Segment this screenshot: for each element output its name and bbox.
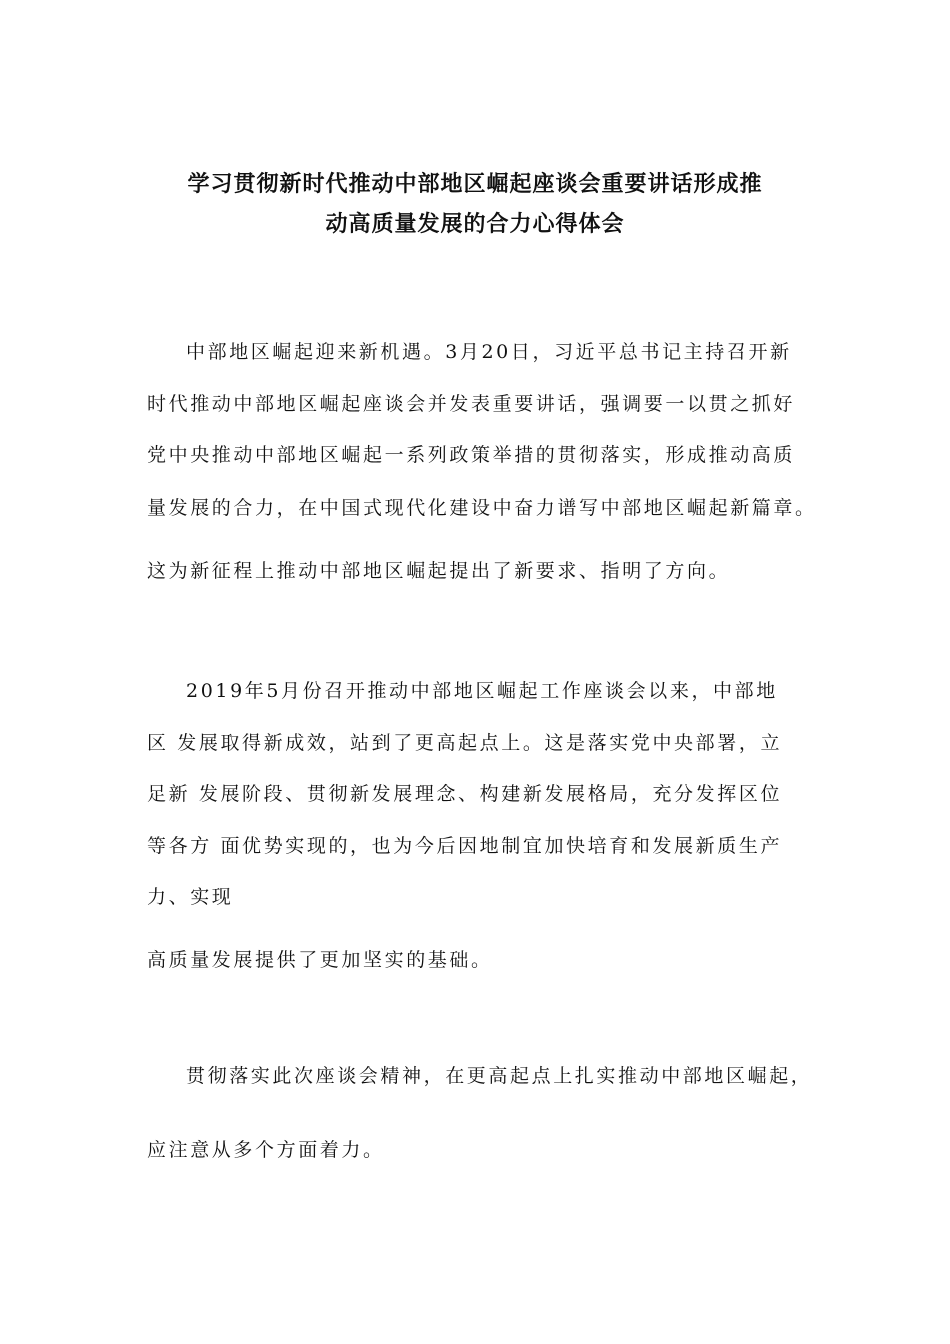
paragraph-2-line: 区 发展取得新成效，站到了更高起点上。这是落实党中央部署，立: [147, 732, 783, 754]
paragraph-2-line: 2019年5月份召开推动中部地区崛起工作座谈会以来，中部地: [186, 680, 778, 702]
paragraph-2-line: 力、实现: [147, 886, 234, 908]
paragraph-1-line: 这为新征程上推动中部地区崛起提出了新要求、指明了方向。: [147, 560, 731, 582]
paragraph-1-line: 中部地区崛起迎来新机遇。3月20日，习近平总书记主持召开新: [186, 341, 792, 363]
paragraph-1-line: 党中央推动中部地区崛起一系列政策举措的贯彻落实，形成推动高质: [147, 444, 796, 466]
paragraph-2-line: 足新 发展阶段、贯彻新发展理念、构建新发展格局，充分发挥区位: [147, 783, 783, 805]
paragraph-1-line: 时代推动中部地区崛起座谈会并发表重要讲话，强调要一以贯之抓好: [147, 393, 796, 415]
paragraph-2-line: 等各方 面优势实现的，也为今后因地制宜加快培育和发展新质生产: [147, 835, 783, 857]
paragraph-3-line: 贯彻落实此次座谈会精神，在更高起点上扎实推动中部地区崛起，: [186, 1065, 813, 1087]
paragraph-1-line: 量发展的合力，在中国式现代化建设中奋力谱写中部地区崛起新篇章。: [147, 497, 817, 519]
document-title-line-1: 学习贯彻新时代推动中部地区崛起座谈会重要讲话形成推: [187, 172, 763, 197]
paragraph-3-line: 应注意从多个方面着力。: [147, 1139, 385, 1161]
paragraph-2-line: 高质量发展提供了更加坚实的基础。: [147, 949, 493, 971]
document-title-line-2: 动高质量发展的合力心得体会: [325, 212, 625, 237]
